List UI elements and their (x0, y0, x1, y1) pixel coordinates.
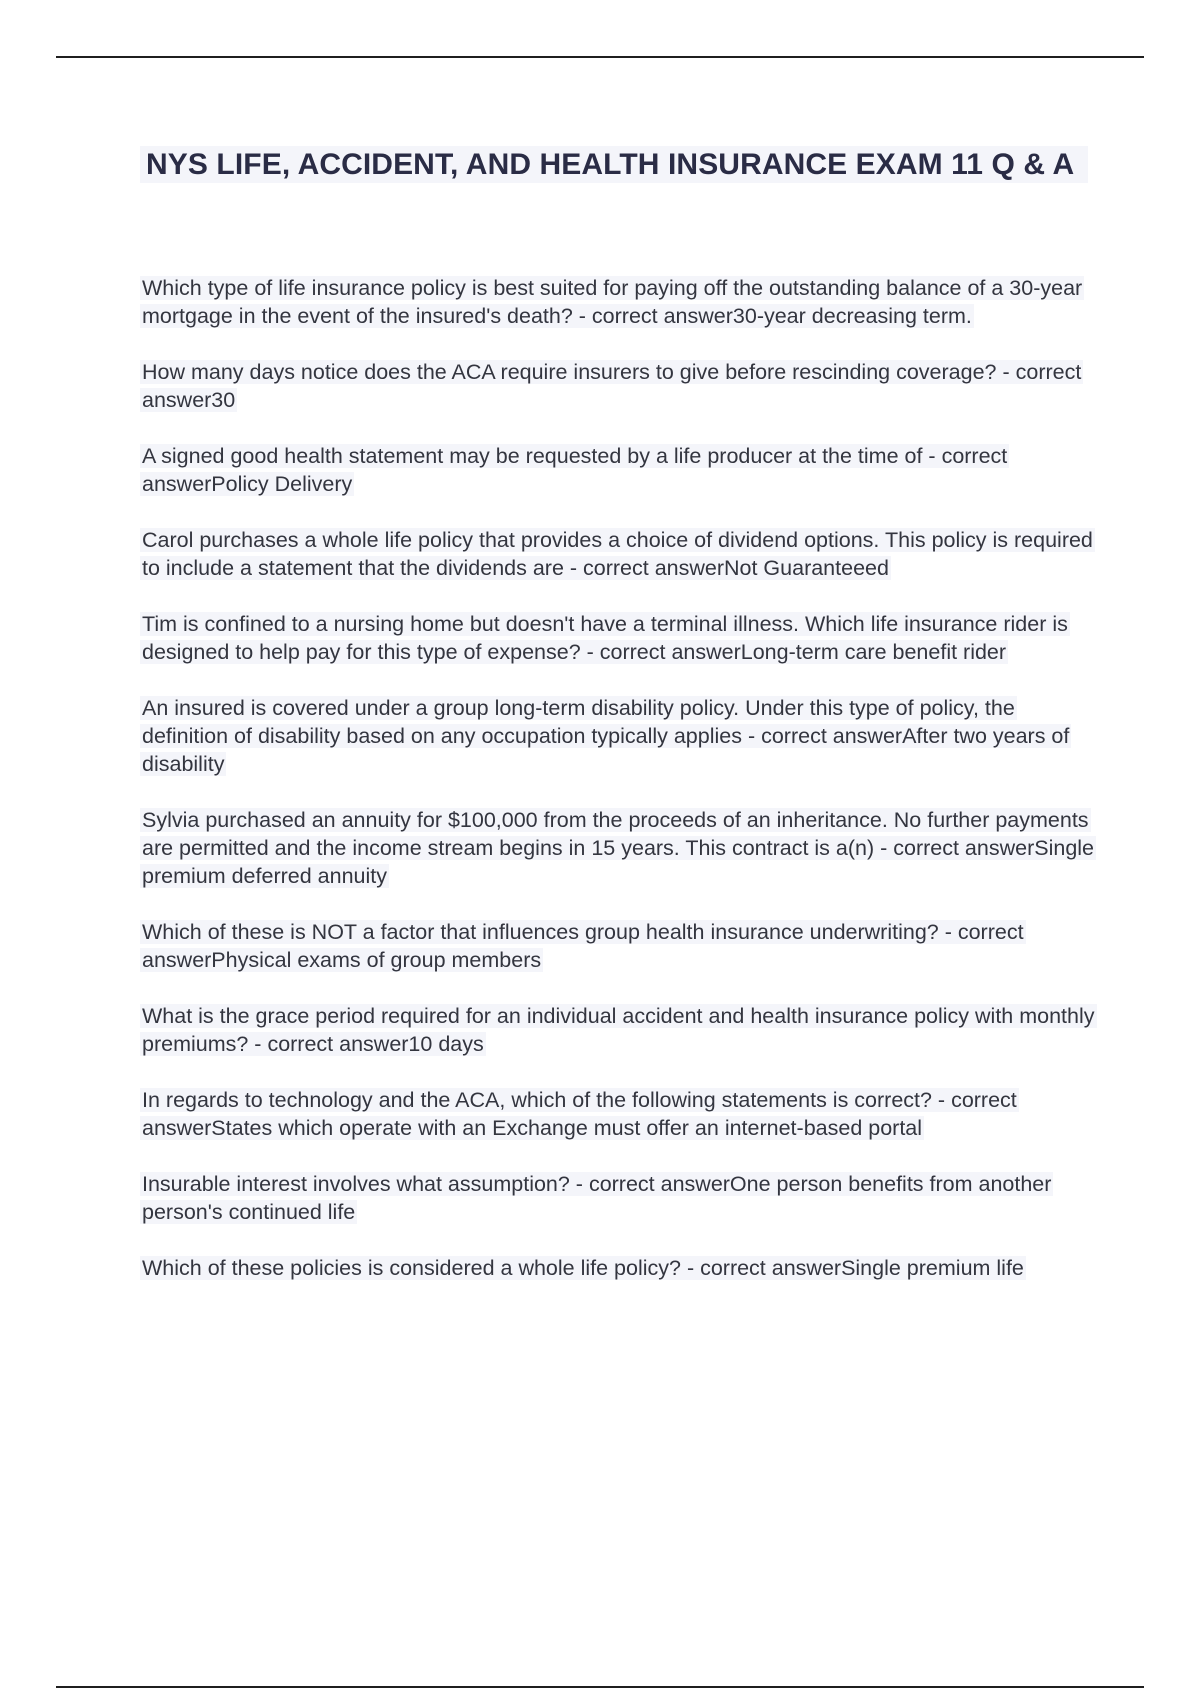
qa-text: Insurable interest involves what assumption? - correct answerOne person benefits from another person's continued life (142, 1172, 1052, 1224)
qa-text: Carol purchases a whole life policy that provides a choice of dividend options. This policy is required to include a statement that the dividends are - correct answerNot Guaranteeed (142, 528, 1093, 580)
qa-item (140, 806, 1100, 890)
qa-item (140, 526, 1100, 582)
qa-text: Which type of life insurance policy is best suited for paying off the outstanding balance of a 30-year mortgage in the event of the insured's death? - correct answer30-year decreasing term. (142, 276, 1083, 328)
qa-item (140, 1254, 1100, 1282)
qa-text: Which of these is NOT a factor that influences group health insurance underwriting? - correct answerPhysical exams of group members (142, 920, 1024, 972)
qa-item (140, 442, 1100, 498)
qa-list (140, 274, 1100, 1310)
qa-text: What is the grace period required for an individual accident and health insurance policy with monthly premiums? - correct answer10 days (142, 1004, 1095, 1056)
qa-item (140, 918, 1100, 974)
top-divider (56, 56, 1144, 58)
qa-text: A signed good health statement may be requested by a life producer at the time of - correct answerPolicy Delivery (142, 444, 1008, 496)
qa-item (140, 694, 1100, 778)
qa-text: An insured is covered under a group long-term disability policy. Under this type of policy, the definition of disability based on any occupation typically applies - correct answerAfter two years of disability (142, 696, 1070, 776)
qa-text: How many days notice does the ACA require insurers to give before rescinding coverage? - correct answer30 (142, 360, 1082, 412)
qa-text: Tim is confined to a nursing home but doesn't have a terminal illness. Which life insurance rider is designed to help pay for this type of expense? - correct answerLong-term care benefit rider (142, 612, 1068, 664)
qa-text: In regards to technology and the ACA, which of the following statements is correct? - correct answerStates which operate with an Exchange must offer an internet-based portal (142, 1088, 1017, 1140)
qa-text: Which of these policies is considered a whole life policy? - correct answerSingle premium life (142, 1256, 1024, 1280)
bottom-divider (56, 1686, 1144, 1688)
qa-item (140, 1002, 1100, 1058)
qa-item (140, 274, 1100, 330)
title-block (140, 146, 1088, 183)
qa-item (140, 610, 1100, 666)
document-title: NYS LIFE, ACCIDENT, AND HEALTH INSURANCE EXAM 11 Q & A (146, 148, 1075, 181)
qa-text: Sylvia purchased an annuity for $100,000 from the proceeds of an inheritance. No further payments are permitted and the income stream begins in 15 years. This contract is a(n) - correct answerSingle premium deferred annuity (142, 808, 1095, 888)
qa-item (140, 1170, 1100, 1226)
qa-item (140, 1086, 1100, 1142)
qa-item (140, 358, 1100, 414)
